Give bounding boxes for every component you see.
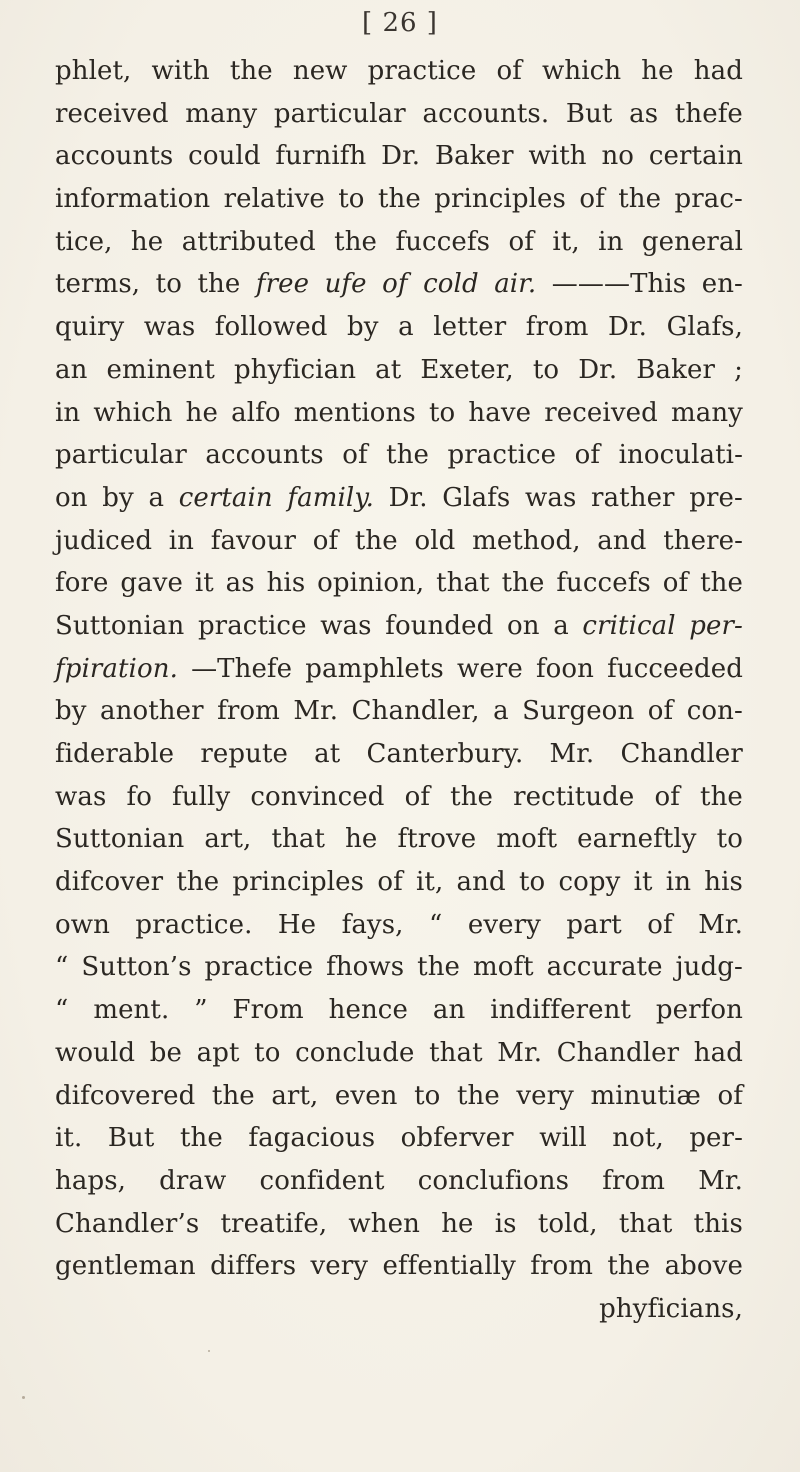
word: accounts [205, 440, 324, 471]
word: the [618, 184, 662, 215]
word: Mr. [549, 739, 595, 769]
word: of [717, 1080, 743, 1111]
word: there- [663, 525, 743, 556]
word: en- [701, 269, 743, 300]
word: was [143, 312, 196, 343]
word: he [345, 824, 378, 855]
word: of [579, 184, 605, 215]
text-line [55, 1075, 743, 1118]
word: mentions [293, 397, 416, 428]
word: very [516, 1080, 574, 1111]
word: by [346, 312, 379, 343]
word: differs [210, 1251, 297, 1282]
word: many [185, 98, 258, 129]
word: that [271, 824, 326, 855]
word: in [665, 867, 692, 898]
text-line [55, 648, 743, 691]
word: Sutton’s [81, 952, 192, 983]
word: quiry [55, 312, 125, 343]
word: on [506, 610, 540, 641]
text-line [55, 776, 743, 819]
word: per- [689, 1123, 743, 1154]
word: fays, [341, 909, 404, 940]
text-line [55, 178, 743, 221]
italic-word: free [255, 269, 310, 300]
word: repute [200, 739, 288, 769]
word: to [716, 824, 743, 855]
word: relative [223, 184, 325, 215]
word: general [641, 226, 743, 257]
word: minutiæ [590, 1080, 701, 1111]
word: fully [172, 781, 231, 812]
word: every [467, 909, 541, 940]
italic-word: air. [494, 269, 537, 300]
word: information [55, 184, 211, 215]
text-line [55, 263, 743, 306]
text-line [55, 605, 743, 648]
text-line [55, 1117, 743, 1160]
word: it [633, 867, 653, 898]
word: pre- [689, 482, 743, 513]
word: of [662, 568, 689, 599]
word: tice, [55, 226, 113, 257]
word: at [375, 354, 402, 385]
word: opinion, [317, 568, 425, 599]
word: gentleman [55, 1251, 196, 1282]
word: with [151, 56, 210, 86]
word: obferver [400, 1123, 514, 1154]
word: with [528, 141, 587, 172]
word: “ [55, 995, 69, 1026]
word: it. [55, 1123, 83, 1154]
word: of [404, 781, 431, 812]
word: Chandler’s [55, 1208, 200, 1239]
word: con- [686, 696, 743, 727]
text-line [55, 1032, 743, 1075]
word: gave [120, 568, 183, 599]
word: the [377, 184, 421, 215]
word: the [450, 781, 494, 812]
body-text [55, 50, 743, 1331]
text-line [55, 818, 743, 861]
word: it, [416, 867, 444, 898]
word: art, [204, 824, 252, 855]
text-line [55, 135, 743, 178]
text-line [55, 946, 743, 989]
word: “ [428, 909, 443, 940]
word: from [525, 312, 589, 343]
word: of [574, 440, 601, 471]
word: had [693, 56, 743, 86]
word: Chandler [620, 739, 743, 769]
word: a [148, 482, 165, 513]
word: old [414, 525, 456, 556]
word: by [102, 482, 134, 513]
word: treatife, [220, 1208, 328, 1239]
text-line [55, 392, 743, 435]
word: method, [472, 525, 581, 556]
text-line [55, 562, 743, 605]
word: pamphlets [305, 653, 444, 684]
word: phyficians, [599, 1293, 743, 1324]
word: judg- [675, 952, 743, 983]
word: and [456, 867, 506, 898]
italic-word: certain [178, 482, 273, 513]
word: as [629, 98, 659, 129]
word: foon [535, 653, 595, 684]
word: the [386, 440, 430, 471]
word: principles [434, 184, 566, 215]
word: to [428, 397, 456, 428]
word: an [55, 354, 88, 385]
word: Baker [636, 354, 715, 385]
word: the [700, 568, 743, 599]
word: will [539, 1123, 587, 1154]
word: ; [734, 354, 743, 385]
word: the [179, 1123, 223, 1154]
word: eminent [106, 354, 215, 385]
word: could [188, 141, 261, 172]
word: fucceeded [607, 653, 743, 684]
word: it, [552, 226, 580, 257]
word: to [532, 354, 560, 385]
word: in [55, 397, 81, 428]
word: by [55, 696, 87, 727]
word: convinced [250, 781, 385, 812]
text-line [55, 477, 743, 520]
word: of [312, 525, 339, 556]
page-number: [ 26 ] [362, 8, 438, 38]
italic-word: ufe [324, 269, 367, 300]
word: —Thefe [191, 653, 293, 684]
word: inoculati- [618, 440, 743, 471]
word: haps, [55, 1165, 126, 1196]
word: hence [328, 995, 408, 1026]
word: Mr. [698, 909, 743, 940]
text-line [55, 434, 743, 477]
text-line [55, 93, 743, 136]
word: of [647, 696, 674, 727]
word: draw [159, 1165, 227, 1196]
word: the [456, 1080, 500, 1111]
word: fuccefs [556, 568, 651, 599]
word: particular [55, 440, 187, 471]
text-line [55, 1160, 743, 1203]
word: many [670, 397, 743, 428]
word: he [641, 56, 674, 86]
word: From [232, 995, 304, 1026]
word: that [436, 568, 490, 599]
word: furnifh [275, 141, 367, 172]
text-line [55, 1288, 743, 1331]
word: Exeter, [420, 354, 514, 385]
word: part [566, 909, 622, 940]
word: a [493, 696, 509, 727]
word: to [254, 1037, 281, 1068]
word: ———This [551, 269, 687, 300]
word: practice [367, 56, 477, 86]
word: art, [271, 1080, 319, 1111]
word: copy [558, 867, 621, 898]
word: Glafs [442, 482, 511, 513]
word: as [225, 568, 255, 599]
text-line [55, 1245, 743, 1288]
word: Canterbury. [366, 739, 524, 769]
paper-speck [208, 1350, 210, 1352]
word: of [496, 56, 522, 86]
word: phlet, [55, 56, 132, 86]
word: an [432, 995, 466, 1026]
word: he [441, 1208, 474, 1239]
word: he [130, 226, 164, 257]
word: principles [232, 867, 365, 898]
word: phyfician [234, 354, 357, 385]
word: Chandler, [351, 696, 480, 727]
word: fo [126, 781, 152, 812]
word: founded [385, 610, 494, 641]
word: fiderable [55, 739, 175, 769]
word: Chandler [556, 1037, 680, 1068]
word: conclufions [417, 1165, 570, 1196]
italic-word: per- [689, 610, 743, 641]
word: accounts. [422, 98, 550, 129]
word: earneftly [577, 824, 697, 855]
word: even [334, 1080, 398, 1111]
word: the [334, 226, 378, 257]
word: on [55, 482, 88, 513]
word: difcover [55, 867, 164, 898]
word: was [320, 610, 372, 641]
text-line [55, 989, 743, 1032]
word: Mr. [293, 696, 339, 727]
word: of [377, 867, 403, 898]
italic-word: fpiration. [55, 653, 178, 684]
italic-word: cold [423, 269, 479, 300]
word: moft [472, 952, 534, 983]
word: attributed [181, 226, 316, 257]
word: very [310, 1251, 369, 1282]
word: apt [196, 1037, 240, 1068]
word: rather [591, 482, 675, 513]
word: Suttonian [55, 824, 185, 855]
word: practice [197, 610, 307, 641]
word: new [292, 56, 348, 86]
word: Surgeon [522, 696, 635, 727]
text-line [55, 733, 743, 776]
word: in [168, 525, 195, 556]
text-line [55, 690, 743, 733]
word: difcovered [55, 1080, 196, 1111]
word: the [501, 568, 545, 599]
word: at [314, 739, 341, 769]
italic-word: critical [582, 610, 676, 641]
word: fagacious [248, 1123, 376, 1154]
word: accurate [546, 952, 663, 983]
word: to [338, 184, 365, 215]
word: the [607, 1251, 651, 1282]
word: be [149, 1037, 182, 1068]
word: favour [210, 525, 296, 556]
word: have [468, 397, 532, 428]
word: Glafs, [666, 312, 743, 343]
word: was [525, 482, 577, 513]
word: his [704, 867, 743, 898]
paper-speck [22, 1396, 25, 1399]
word: But [107, 1123, 155, 1154]
word: Dr. [388, 482, 428, 513]
word: judiced [55, 525, 153, 556]
word: from [217, 696, 280, 727]
word: told, [537, 1208, 598, 1239]
text-line [55, 520, 743, 563]
word: received [55, 98, 169, 129]
word: fuccefs [395, 226, 491, 257]
word: to [414, 1080, 441, 1111]
word: ” [194, 995, 208, 1026]
word: in [598, 226, 624, 257]
word: the [211, 1080, 255, 1111]
word: that [429, 1037, 483, 1068]
word: from [602, 1165, 666, 1196]
word: which [93, 397, 173, 428]
word: to [518, 867, 546, 898]
word: of [508, 226, 534, 257]
word: his [266, 568, 306, 599]
word: had [693, 1037, 743, 1068]
word: Dr. [608, 312, 648, 343]
word: certain [648, 141, 743, 172]
word: not, [612, 1123, 664, 1154]
text-line [55, 306, 743, 349]
word: to [155, 269, 182, 300]
word: prac- [674, 184, 743, 215]
word: moft [496, 824, 558, 855]
word: confident [259, 1165, 385, 1196]
word: the [417, 952, 461, 983]
word: received [544, 397, 658, 428]
word: from [530, 1251, 593, 1282]
word: another [100, 696, 204, 727]
word: the [229, 56, 273, 86]
text-line [55, 904, 743, 947]
word: would [55, 1037, 136, 1068]
word: rectitude [513, 781, 635, 812]
text-line [55, 861, 743, 904]
word: Dr. [578, 354, 618, 385]
word: Suttonian [55, 610, 185, 641]
word: the [176, 867, 220, 898]
word: the [700, 781, 743, 812]
word: terms, [55, 269, 141, 300]
word: Mr. [698, 1165, 743, 1196]
word: But [565, 98, 613, 129]
word: which [542, 56, 622, 86]
word: thefe [674, 98, 743, 129]
word: he [185, 397, 218, 428]
word: that [618, 1208, 673, 1239]
word: practice. [135, 909, 253, 940]
text-line [55, 1203, 743, 1246]
word: conclude [295, 1037, 415, 1068]
word: ftrove [397, 824, 477, 855]
word: and [597, 525, 647, 556]
word: alfo [231, 397, 281, 428]
word: particular [273, 98, 406, 129]
word: fore [55, 568, 109, 599]
text-line [55, 50, 743, 93]
word: when [348, 1208, 420, 1239]
word: ment. [93, 995, 170, 1026]
word: the [197, 269, 241, 300]
word: of [342, 440, 368, 471]
word: the [354, 525, 398, 556]
word: “ [55, 952, 69, 983]
word: practice [447, 440, 557, 471]
word: practice [204, 952, 314, 983]
word: He [277, 909, 317, 940]
word: of [654, 781, 680, 812]
word: Baker [434, 141, 514, 172]
word: above [664, 1251, 743, 1282]
word: letter [433, 312, 507, 343]
word: effentially [382, 1251, 516, 1282]
word: Dr. [381, 141, 421, 172]
word: perfon [655, 995, 743, 1026]
text-line [55, 221, 743, 264]
word: was [55, 781, 107, 812]
word: no [601, 141, 635, 172]
word: this [693, 1208, 743, 1239]
word: a [398, 312, 414, 343]
italic-word: of [382, 269, 408, 300]
word: a [553, 610, 569, 641]
word: fhows [326, 952, 405, 983]
word: Mr. [497, 1037, 543, 1068]
word: own [55, 909, 110, 940]
word: followed [214, 312, 328, 343]
word: were [456, 653, 523, 684]
word: is [494, 1208, 517, 1239]
word: accounts [55, 141, 174, 172]
italic-word: family. [287, 482, 375, 513]
word: of [647, 909, 673, 940]
word: it [194, 568, 214, 599]
text-line [55, 349, 743, 392]
word: indifferent [490, 995, 631, 1026]
